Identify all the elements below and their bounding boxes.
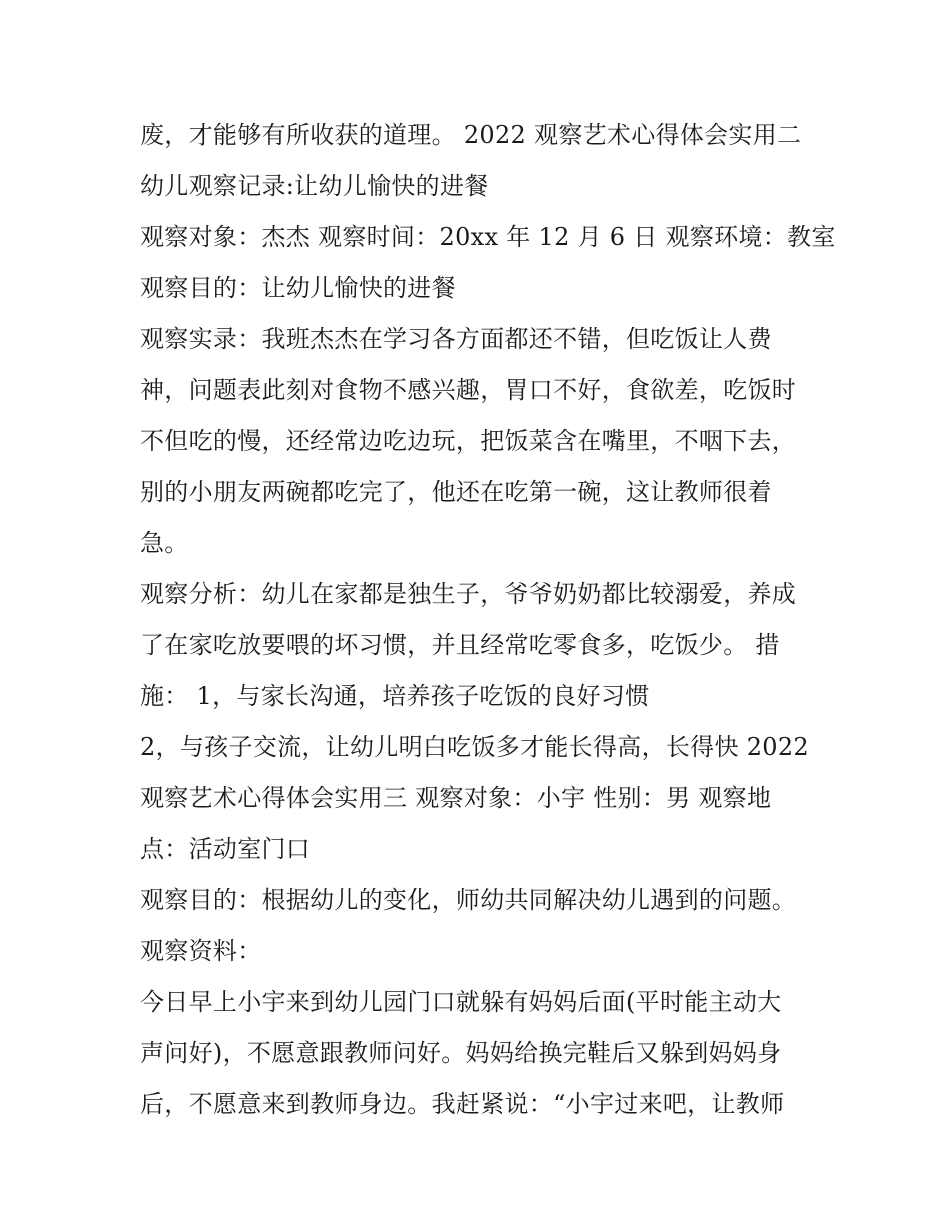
text-line: 观察目的：让幼儿愉快的进餐 — [140, 274, 456, 302]
text-line: 神，问题表此刻对食物不感兴趣，胃口不好，食欲差，吃饭时 — [140, 376, 797, 404]
text-line: 声问好)，不愿意跟教师问好。妈妈给换完鞋后又躲到妈妈身 — [140, 1039, 782, 1067]
text-line: 后，不愿意来到教师身边。我赶紧说：“小宇过来吧，让教师 — [140, 1090, 785, 1118]
text-line: 观察分析：幼儿在家都是独生子，爷爷奶奶都比较溺爱，养成 — [140, 580, 797, 608]
text-line: 观察艺术心得体会实用三 观察对象：小宇 性别：男 观察地 — [140, 784, 772, 812]
text-line: 了在家吃放要喂的坏习惯，并且经常吃零食多，吃饭少。 措 — [140, 631, 780, 659]
text-line: 观察对象：杰杰 观察时间：20xx 年 12 月 6 日 观察环境：教室 — [140, 223, 836, 251]
text-line: 观察目的：根据幼儿的变化，师幼共同解决幼儿遇到的问题。 — [140, 886, 797, 914]
text-line: 废，才能够有所收获的道理。 2022 观察艺术心得体会实用二 — [140, 121, 802, 149]
text-line: 2，与孩子交流，让幼儿明白吃饭多才能长得高，长得快 2022 — [140, 733, 809, 761]
text-line: 不但吃的慢，还经常边吃边玩，把饭菜含在嘴里，不咽下去， — [140, 427, 797, 455]
text-line: 观察实录：我班杰杰在学习各方面都还不错，但吃饭让人费 — [140, 325, 772, 353]
text-line: 幼儿观察记录:让幼儿愉快的进餐 — [140, 172, 489, 200]
text-line: 观察资料： — [140, 937, 262, 965]
text-line: 今日早上小宇来到幼儿园门口就躲有妈妈后面(平时能主动大 — [140, 988, 782, 1016]
text-line: 施： 1，与家长沟通，培养孩子吃饭的良好习惯 — [140, 682, 650, 710]
document-body — [140, 110, 836, 1130]
text-line: 别的小朋友两碗都吃完了，他还在吃第一碗，这让教师很着 — [140, 478, 772, 506]
text-line: 急。 — [140, 529, 189, 557]
text-line: 点：活动室门口 — [140, 835, 311, 863]
